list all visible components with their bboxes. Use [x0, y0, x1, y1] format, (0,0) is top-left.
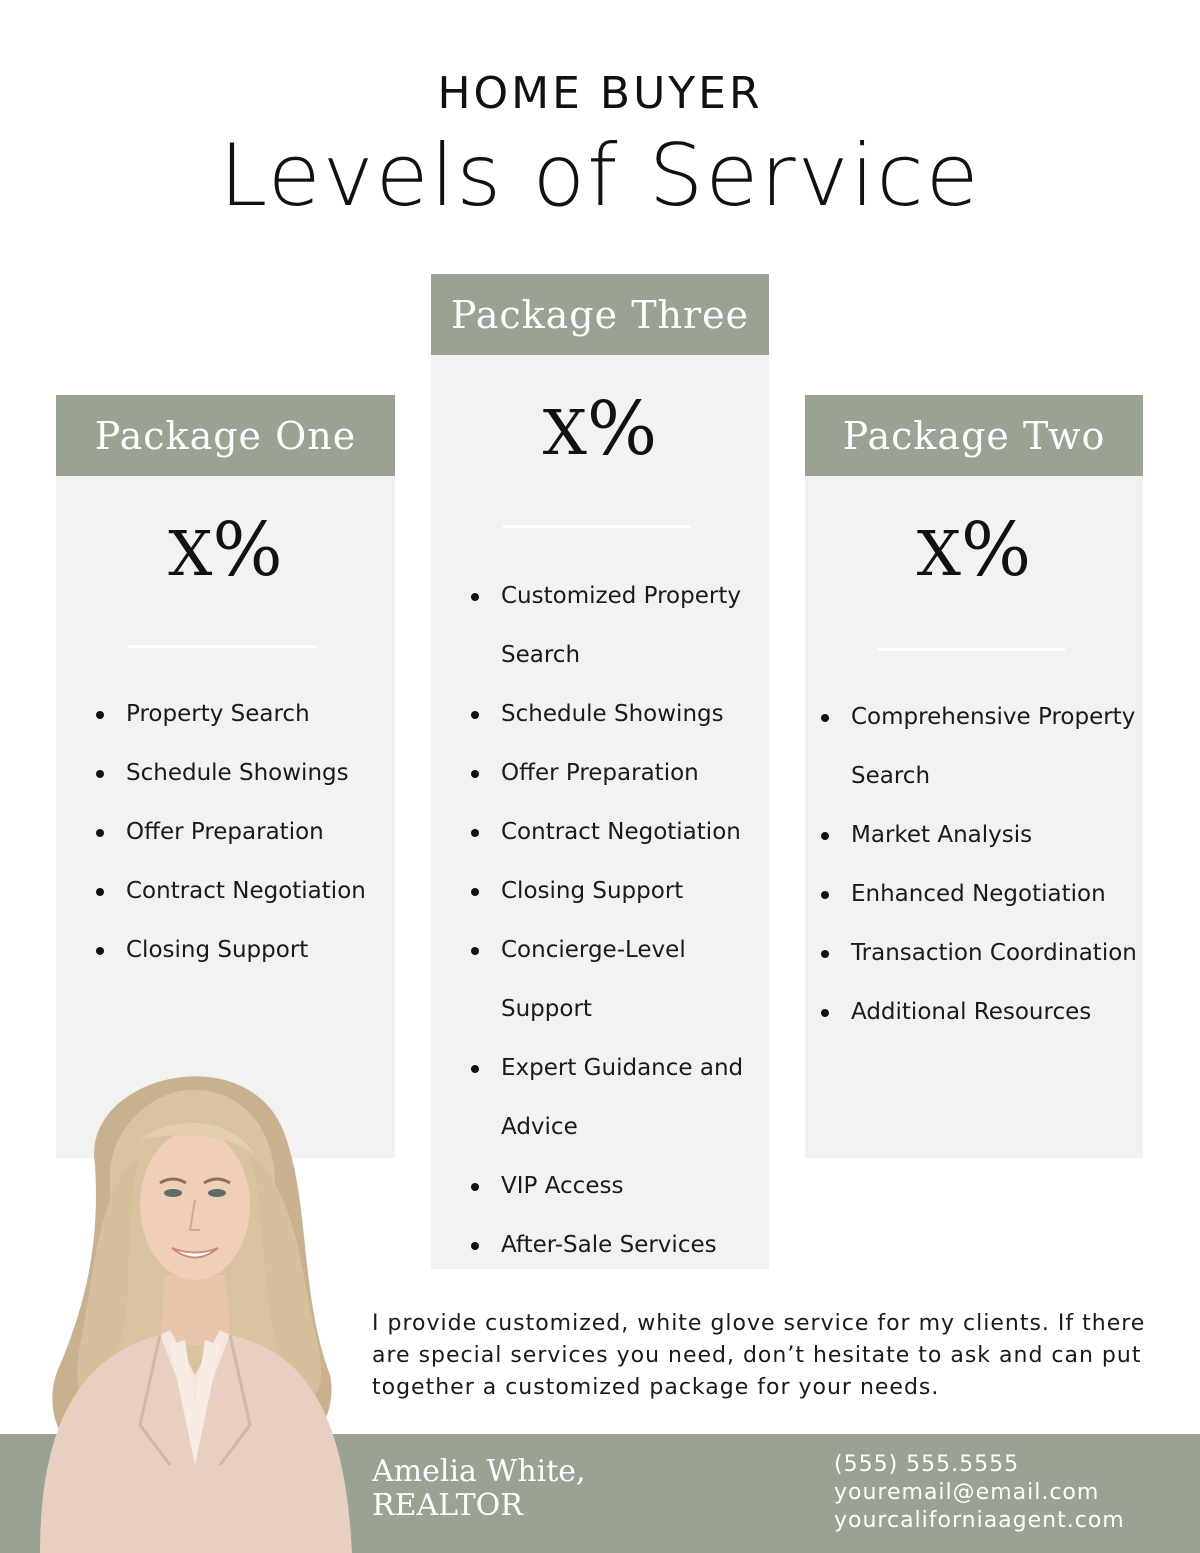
price-percent: % — [586, 386, 658, 472]
package-card-one — [56, 395, 395, 1158]
agent-website[interactable]: yourcaliforniaagent.com — [834, 1508, 1125, 1533]
package-name: Package Two — [805, 395, 1143, 476]
list-item: Closing Support — [92, 921, 392, 980]
price-percent: % — [960, 507, 1032, 593]
list-item: Closing Support — [467, 862, 747, 921]
list-item: Offer Preparation — [92, 803, 392, 862]
list-item: Property Search — [92, 685, 392, 744]
list-item: After-Sale Services — [467, 1216, 747, 1275]
package-price — [56, 507, 395, 593]
list-item: Schedule Showings — [92, 744, 392, 803]
list-item: Expert Guidance and Advice — [467, 1039, 747, 1157]
list-item: Market Analysis — [817, 806, 1137, 865]
list-item: Comprehensive Property Search — [817, 688, 1137, 806]
feature-list — [817, 688, 1137, 1042]
list-item: Schedule Showings — [467, 685, 747, 744]
card-divider — [503, 525, 691, 528]
realtor-portrait-photo — [0, 1045, 360, 1553]
list-item: Enhanced Negotiation — [817, 865, 1137, 924]
list-item: Offer Preparation — [467, 744, 747, 803]
list-item: Contract Negotiation — [92, 862, 392, 921]
agent-phone[interactable]: (555) 555.5555 — [834, 1452, 1020, 1477]
card-divider — [877, 648, 1065, 651]
service-blurb: I provide customized, white glove service for my clients. If there are special services you need, don’t hesitate to ask and can put together a customized package for your needs. — [372, 1311, 1146, 1400]
agent-name: Amelia White, — [372, 1454, 586, 1489]
package-name: Package One — [56, 395, 395, 476]
contact-block — [834, 1451, 1125, 1535]
package-price — [805, 507, 1143, 593]
price-x: X — [916, 517, 961, 590]
price-percent: % — [212, 507, 283, 593]
agent-name-block — [372, 1455, 586, 1523]
package-card-three — [431, 274, 769, 1269]
price-x: X — [542, 396, 587, 469]
feature-list — [467, 567, 747, 1275]
list-item: Customized Property Search — [467, 567, 747, 685]
list-item: Concierge-Level Support — [467, 921, 747, 1039]
agent-email[interactable]: youremail@email.com — [834, 1480, 1100, 1505]
package-name: Package Three — [431, 274, 769, 355]
feature-list — [92, 685, 392, 980]
agent-title: REALTOR — [372, 1488, 523, 1523]
card-divider — [128, 645, 316, 648]
package-card-two — [805, 395, 1143, 1158]
list-item: Additional Resources — [817, 983, 1137, 1042]
list-item: VIP Access — [467, 1157, 747, 1216]
page-title: Levels of Service — [219, 126, 981, 226]
list-item: Contract Negotiation — [467, 803, 747, 862]
header-eyebrow: HOME BUYER — [437, 68, 763, 119]
package-price — [431, 386, 769, 472]
list-item: Transaction Coordination — [817, 924, 1137, 983]
price-x: X — [168, 517, 213, 590]
